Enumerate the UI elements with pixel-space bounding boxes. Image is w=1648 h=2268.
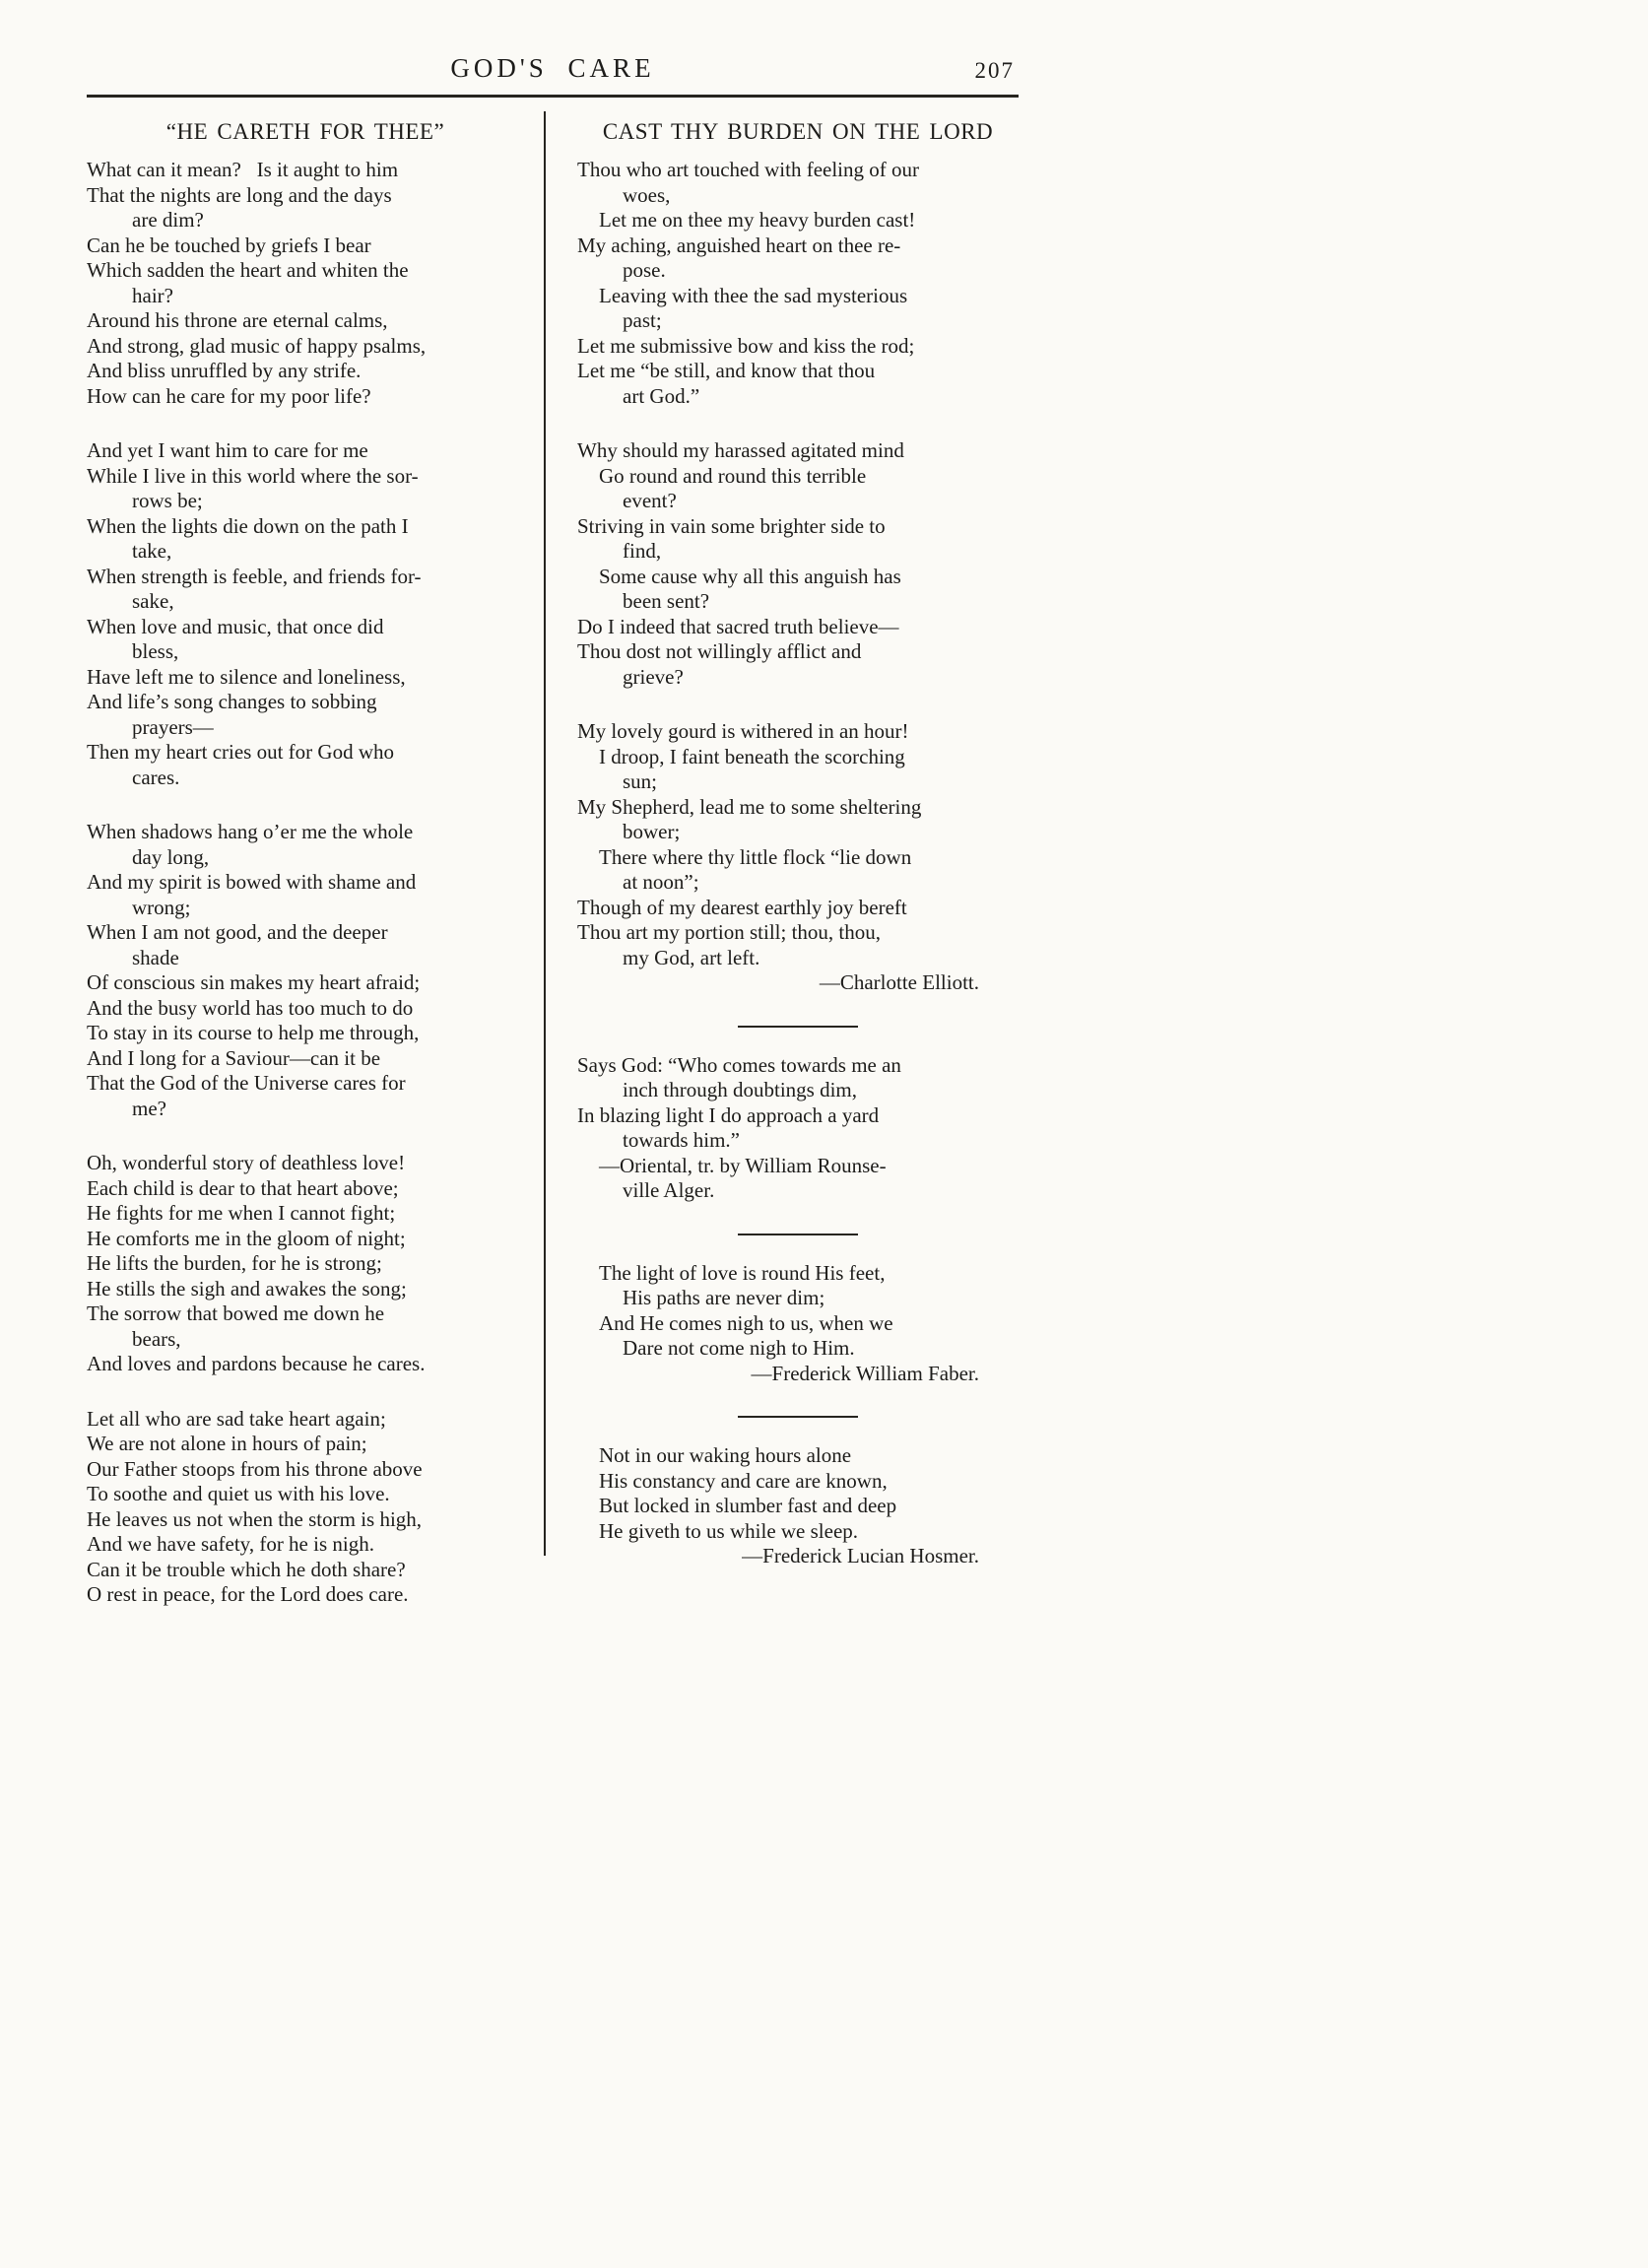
poem-line: Though of my dearest earthly joy bereft <box>577 895 907 919</box>
stanza <box>577 1053 1019 1204</box>
poem-line: But locked in slumber fast and deep <box>599 1494 897 1517</box>
poem-line: That the God of the Universe cares for <box>87 1071 406 1095</box>
stanza <box>577 158 1019 409</box>
poem-line: art God.” <box>623 383 700 408</box>
poem-line: are dim? <box>132 208 204 232</box>
poem-line: Some cause why all this anguish has <box>599 564 901 588</box>
poem-line: Oh, wonderful story of deathless love! <box>87 1151 406 1174</box>
poem-line: The sorrow that bowed me down he <box>87 1301 385 1325</box>
poem-line: sake, <box>132 589 174 613</box>
poem-line: Why should my harassed agitated mind <box>577 438 904 462</box>
poem-line: bless, <box>132 639 179 663</box>
poem-line: bower; <box>623 820 681 843</box>
poem-line: He giveth to us while we sleep. <box>599 1518 859 1543</box>
poem-line: He lifts the burden, for he is strong; <box>87 1251 382 1275</box>
attribution: —Frederick William Faber. <box>751 1361 979 1385</box>
attribution: —Charlotte Elliott. <box>819 970 979 994</box>
poem-line: While I live in this world where the sor- <box>87 463 419 488</box>
poem-line: shade <box>132 945 179 969</box>
poem-line: wrong; <box>132 895 191 919</box>
poem-line: grieve? <box>623 664 684 689</box>
right-column <box>546 119 1019 1637</box>
poem-line: rows be; <box>132 489 203 512</box>
poem-line: Striving in vain some brighter side to <box>577 513 886 538</box>
poem-line: Each child is dear to that heart above; <box>87 1175 399 1200</box>
poem-line: And loves and pardons because he cares. <box>87 1352 426 1375</box>
poem-line: When love and music, that once did <box>87 614 384 638</box>
poem-line: When shadows hang o’er me the whole <box>87 820 414 843</box>
poem-line: hair? <box>132 283 173 307</box>
poem-line: We are not alone in hours of pain; <box>87 1432 367 1455</box>
poem-line: Thou art my portion still; thou, thou, <box>577 920 881 944</box>
stanza <box>87 438 524 790</box>
section-divider <box>738 1026 858 1028</box>
poem-line: Of conscious sin makes my heart afraid; <box>87 970 421 994</box>
page-number: 207 <box>974 58 1015 83</box>
two-column-text <box>87 98 1019 1637</box>
poem-line: O rest in peace, for the Lord does care. <box>87 1582 409 1606</box>
poem-line: woes, <box>623 182 671 207</box>
text-block <box>87 49 1019 1637</box>
poem-line: And yet I want him to care for me <box>87 438 368 462</box>
poem-line: There where thy little flock “lie down <box>599 844 912 869</box>
poem-line: He comforts me in the gloom of night; <box>87 1226 406 1250</box>
poem-line: inch through doubtings dim, <box>623 1078 857 1101</box>
poem-line: Around his throne are eternal calms, <box>87 308 388 332</box>
poem-line: Which sadden the heart and whiten the <box>87 258 409 282</box>
poem-line: sun; <box>623 769 658 793</box>
poem-line: prayers— <box>132 714 214 739</box>
section-divider <box>738 1234 858 1235</box>
poem-line: And we have safety, for he is nigh. <box>87 1532 374 1556</box>
poem-line: And He comes nigh to us, when we <box>599 1310 893 1335</box>
poem-line: Let me submissive bow and kiss the rod; <box>577 333 915 358</box>
poem-line: Can he be touched by griefs I bear <box>87 233 371 257</box>
stanza <box>577 1443 1019 1569</box>
poem-line: My aching, anguished heart on thee re- <box>577 233 901 257</box>
poem-line: His constancy and care are known, <box>599 1468 888 1493</box>
poem-line: Have left me to silence and loneliness, <box>87 664 406 689</box>
poem-line: Leaving with thee the sad mysterious <box>599 283 908 307</box>
poem-line: Can it be trouble which he doth share? <box>87 1557 406 1581</box>
poem-line: The light of love is round His feet, <box>599 1260 886 1285</box>
poem-line: Thou dost not willingly afflict and <box>577 639 862 663</box>
left-column <box>87 119 546 1637</box>
poem-line: That the nights are long and the days <box>87 182 392 207</box>
column-divider <box>544 111 546 1556</box>
poem-line: cares. <box>132 765 180 789</box>
attribution: —Frederick Lucian Hosmer. <box>742 1544 979 1568</box>
poem-line: And I long for a Saviour—can it be <box>87 1045 381 1070</box>
poem-line: take, <box>132 539 172 563</box>
poem-line: bears, <box>132 1326 181 1351</box>
poem-line: Then my heart cries out for God who <box>87 740 394 764</box>
stanza <box>87 1407 524 1608</box>
poem-line: When I am not good, and the deeper <box>87 920 388 944</box>
poem-line: My Shepherd, lead me to some sheltering <box>577 794 922 819</box>
poem-line: my God, art left. <box>623 945 760 969</box>
stanza <box>87 1151 524 1377</box>
running-title: GOD'S CARE <box>450 53 655 83</box>
poem-line: When the lights die down on the path I <box>87 513 409 538</box>
poem-line: How can he care for my poor life? <box>87 383 371 408</box>
poem-line: To stay in its course to help me through, <box>87 1021 420 1044</box>
page-header <box>87 49 1019 95</box>
poem-line: And my spirit is bowed with shame and <box>87 870 417 894</box>
stanza <box>577 719 1019 996</box>
poem-line: To soothe and quiet us with his love. <box>87 1482 390 1505</box>
poem-line: He fights for me when I cannot fight; <box>87 1201 396 1225</box>
poem-line: towards him.” <box>623 1128 740 1152</box>
poem-line: ville Alger. <box>623 1178 715 1202</box>
poem-line: Our Father stoops from his throne above <box>87 1456 423 1481</box>
poem-line: Says God: “Who comes towards me an <box>577 1052 901 1077</box>
poem-title: “HE CARETH FOR THEE” <box>165 119 445 144</box>
poem-line: And the busy world has too much to do <box>87 995 414 1020</box>
poem-line: Go round and round this terrible <box>599 463 867 488</box>
poem-line: Do I indeed that sacred truth believe— <box>577 614 899 638</box>
poem-line: His paths are never dim; <box>623 1286 825 1309</box>
poem-title: CAST THY BURDEN ON THE LORD <box>602 119 994 144</box>
poem-line: Let me “be still, and know that thou <box>577 359 876 382</box>
poem-line: I droop, I faint beneath the scorching <box>599 744 905 768</box>
stanza <box>87 820 524 1121</box>
poem-line: Dare not come nigh to Him. <box>623 1336 855 1360</box>
poem-line: He stills the sigh and awakes the song; <box>87 1276 407 1301</box>
poem-line: He leaves us not when the storm is high, <box>87 1506 423 1531</box>
poem-line: day long, <box>132 844 210 869</box>
poem-line: at noon”; <box>623 870 699 894</box>
stanza <box>87 158 524 409</box>
poem-line: find, <box>623 539 662 563</box>
poem-line: What can it mean? Is it aught to him <box>87 158 399 181</box>
poem-line: me? <box>132 1096 166 1120</box>
stanza <box>577 1261 1019 1387</box>
poem-line: —Oriental, tr. by William Rounse- <box>599 1153 887 1177</box>
poem-line: When strength is feeble, and friends for- <box>87 564 422 588</box>
poem-line: In blazing light I do approach a yard <box>577 1102 880 1127</box>
poem-line: Not in our waking hours alone <box>599 1443 852 1467</box>
section-divider <box>738 1416 858 1418</box>
poem-line: My lovely gourd is withered in an hour! <box>577 719 909 743</box>
poem-line: pose. <box>623 258 666 282</box>
poem-line: And bliss unruffled by any strife. <box>87 359 362 382</box>
poem-line: And life’s song changes to sobbing <box>87 690 377 713</box>
poem-line: And strong, glad music of happy psalms, <box>87 333 427 358</box>
poem-line: past; <box>623 308 662 332</box>
poem-line: Thou who art touched with feeling of our <box>577 158 919 181</box>
poem-line: Let all who are sad take heart again; <box>87 1406 386 1431</box>
poem-line: Let me on thee my heavy burden cast! <box>599 208 916 232</box>
poem-line: been sent? <box>623 589 710 613</box>
poem-line: event? <box>623 489 677 512</box>
stanza <box>577 438 1019 690</box>
